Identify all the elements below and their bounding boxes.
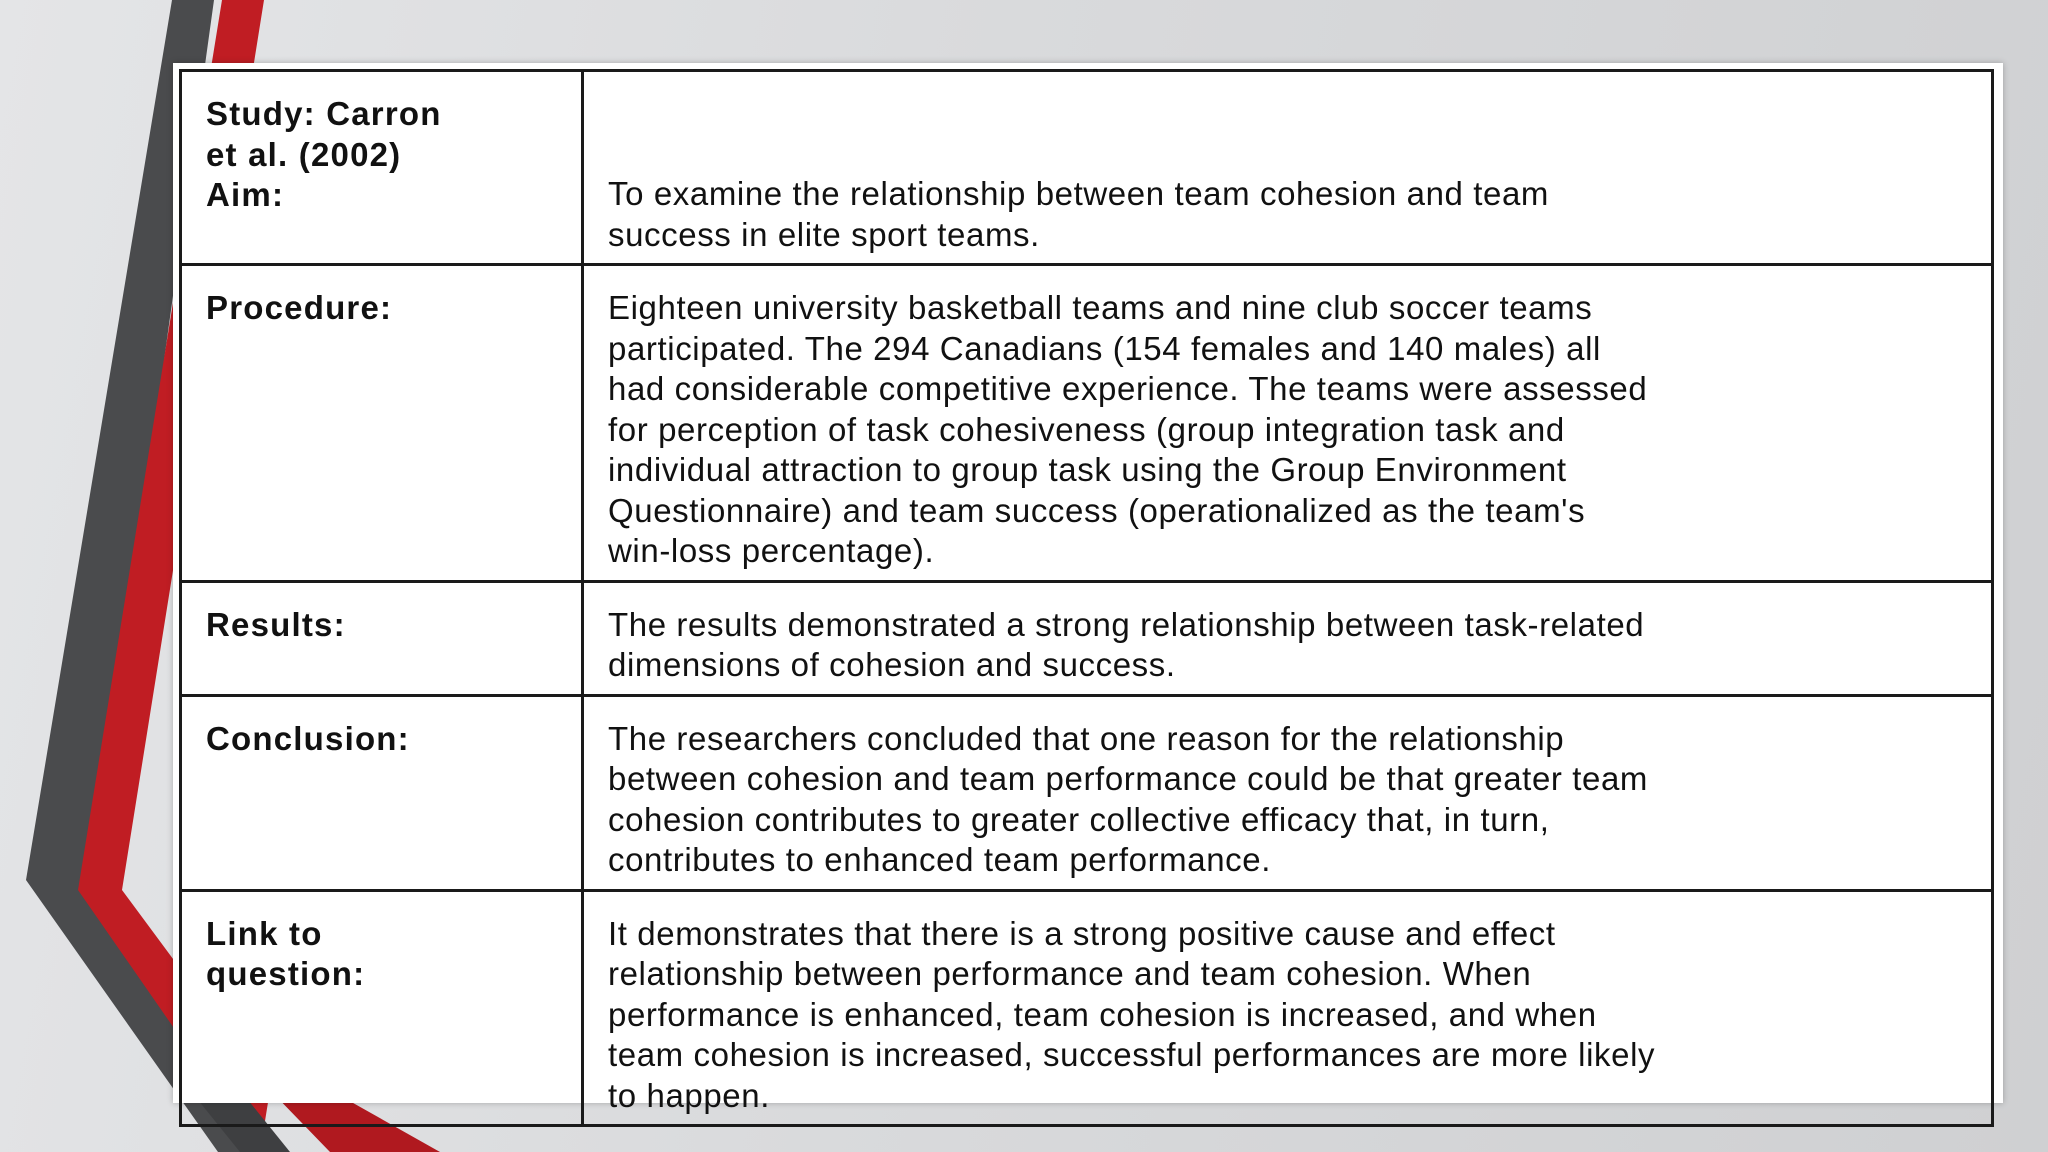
content-line: Questionnaire) and team success (operationalized as the team's xyxy=(608,491,1586,529)
content-line: between cohesion and team performance could be that greater team xyxy=(608,760,1649,797)
label-line: question: xyxy=(206,955,366,992)
content-line: The results demonstrated a strong relationship between task-related xyxy=(608,605,1645,643)
content-line: relationship between performance and team cohesion. When xyxy=(608,955,1532,992)
row-label-results xyxy=(181,581,583,695)
study-table-card xyxy=(173,63,2003,1114)
content-line: had considerable competitive experience. The teams were assessed xyxy=(608,370,1648,407)
content-line: cohesion contributes to greater collective efficacy that, in turn, xyxy=(608,800,1550,838)
content-line: win-loss percentage). xyxy=(608,532,935,569)
label-line: Study: Carron xyxy=(206,95,442,132)
content-line: Eighteen university basketball teams and nine club soccer teams xyxy=(608,289,1593,326)
label-line: Conclusion: xyxy=(206,719,410,757)
content-line: for perception of task cohesiveness (group integration task and xyxy=(608,410,1565,448)
label-line: Aim: xyxy=(206,176,285,213)
row-label-link-to-question xyxy=(181,890,583,1126)
row-content-aim xyxy=(583,71,1993,265)
content-line: contributes to enhanced team performance. xyxy=(608,841,1271,878)
row-label-procedure xyxy=(181,265,583,582)
table-row-aim xyxy=(181,71,1993,265)
content-line: It demonstrates that there is a strong positive cause and effect xyxy=(608,914,1556,952)
content-line: to happen. xyxy=(608,1076,770,1114)
table-row-procedure xyxy=(181,265,1993,582)
row-content-procedure xyxy=(583,265,1993,582)
row-label-conclusion xyxy=(181,695,583,890)
row-label-study-aim xyxy=(181,71,583,265)
content-line: participated. The 294 Canadians (154 females and 140 males) all xyxy=(608,329,1601,367)
label-line: Procedure: xyxy=(206,289,393,326)
table-row-conclusion xyxy=(181,695,1993,890)
table-row-link-to-question xyxy=(181,890,1993,1126)
row-content-results xyxy=(583,581,1993,695)
aim-text xyxy=(608,94,1971,255)
content-line: To examine the relationship between team cohesion and team xyxy=(608,175,1550,212)
label-line: et al. (2002) xyxy=(206,135,402,173)
content-line: team cohesion is increased, successful performances are more likely xyxy=(608,1036,1656,1073)
content-line: The researchers concluded that one reason for the relationship xyxy=(608,719,1565,757)
content-line: success in elite sport teams. xyxy=(608,215,1040,253)
row-content-conclusion xyxy=(583,695,1993,890)
label-line: Link to xyxy=(206,914,323,952)
study-summary-table xyxy=(179,69,1994,1127)
content-line: dimensions of cohesion and success. xyxy=(608,646,1176,683)
row-content-link-to-question xyxy=(583,890,1993,1126)
content-line: performance is enhanced, team cohesion is increased, and when xyxy=(608,995,1597,1033)
content-line: individual attraction to group task using the Group Environment xyxy=(608,451,1567,488)
table-row-results xyxy=(181,581,1993,695)
label-line: Results: xyxy=(206,605,346,643)
